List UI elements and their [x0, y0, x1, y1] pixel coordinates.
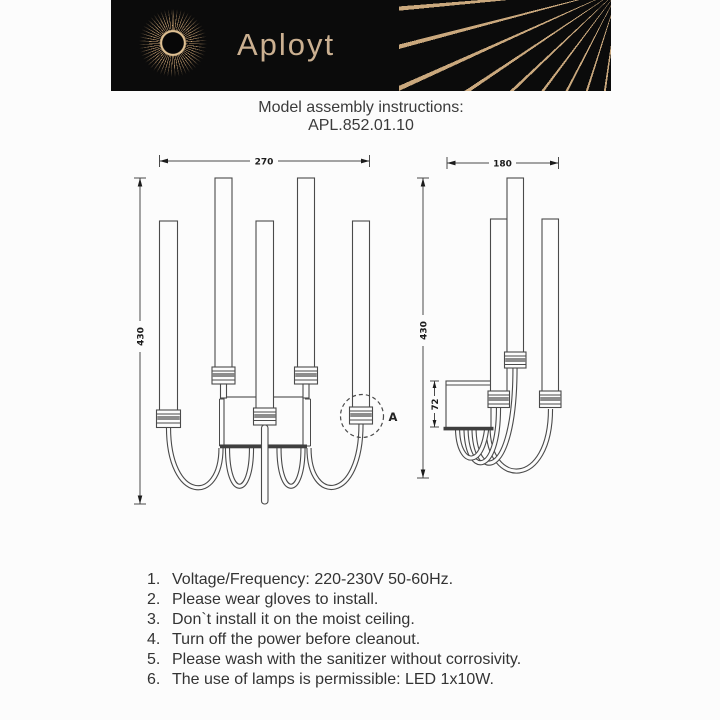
- front-tube-3: [254, 221, 277, 504]
- item-number: 6.: [147, 671, 161, 688]
- side-height-label: 430: [419, 321, 430, 340]
- instruction-item: [110, 630, 620, 650]
- brand-header: [111, 0, 611, 91]
- detail-label: A: [388, 410, 398, 424]
- item-text: Voltage/Frequency: 220-230V 50-60Hz.: [172, 571, 454, 588]
- instruction-item: [110, 650, 620, 670]
- side-depth-dimension: [430, 381, 441, 427]
- instruction-item: [110, 590, 620, 610]
- front-view: [134, 155, 398, 504]
- rays-decoration-icon: [399, 0, 611, 91]
- front-tube-2: [212, 178, 235, 398]
- item-text: Please wash with the sanitizer without corrosivity.: [172, 651, 522, 668]
- side-tube-3: [540, 219, 562, 408]
- title-block: [111, 99, 611, 135]
- item-number: 1.: [147, 571, 161, 588]
- front-height-dimension: [134, 178, 147, 504]
- front-tube-4: [295, 178, 318, 398]
- side-width-label: 180: [493, 159, 512, 170]
- side-view: [417, 157, 561, 478]
- front-width-dimension: [160, 155, 370, 168]
- front-tube-1: [157, 221, 181, 428]
- front-height-label: 430: [136, 327, 147, 346]
- item-text: The use of lamps is permissible: LED 1x10W.: [172, 671, 494, 688]
- item-number: 4.: [147, 631, 161, 648]
- item-text: Turn off the power before cleanout.: [172, 631, 421, 648]
- side-width-dimension: [447, 157, 559, 170]
- instruction-item: [110, 670, 620, 690]
- side-height-dimension: [417, 178, 430, 478]
- front-backplate-right-edge: [305, 399, 311, 446]
- side-tube-1: [488, 219, 510, 408]
- side-mounting-box: [446, 381, 491, 428]
- page-title: Model assembly instructions:: [258, 99, 464, 116]
- side-tube-2: [505, 178, 527, 368]
- item-text: Don`t install it on the moist ceiling.: [172, 611, 415, 628]
- instruction-item: [110, 610, 620, 630]
- item-number: 3.: [147, 611, 161, 628]
- instruction-item: [110, 570, 620, 590]
- model-number: APL.852.01.10: [308, 117, 414, 134]
- item-number: 5.: [147, 651, 161, 668]
- front-tube-5: [350, 221, 373, 424]
- brand-name: Aployt: [237, 27, 336, 62]
- front-width-label: 270: [254, 157, 274, 168]
- item-text: Please wear gloves to install.: [172, 591, 379, 608]
- item-number: 2.: [147, 591, 161, 608]
- side-box-flange: [444, 427, 494, 431]
- starburst-logo-icon: [133, 3, 213, 83]
- assembly-diagram: [110, 140, 610, 570]
- instruction-list: [110, 570, 620, 690]
- side-depth-label: 72: [431, 398, 441, 411]
